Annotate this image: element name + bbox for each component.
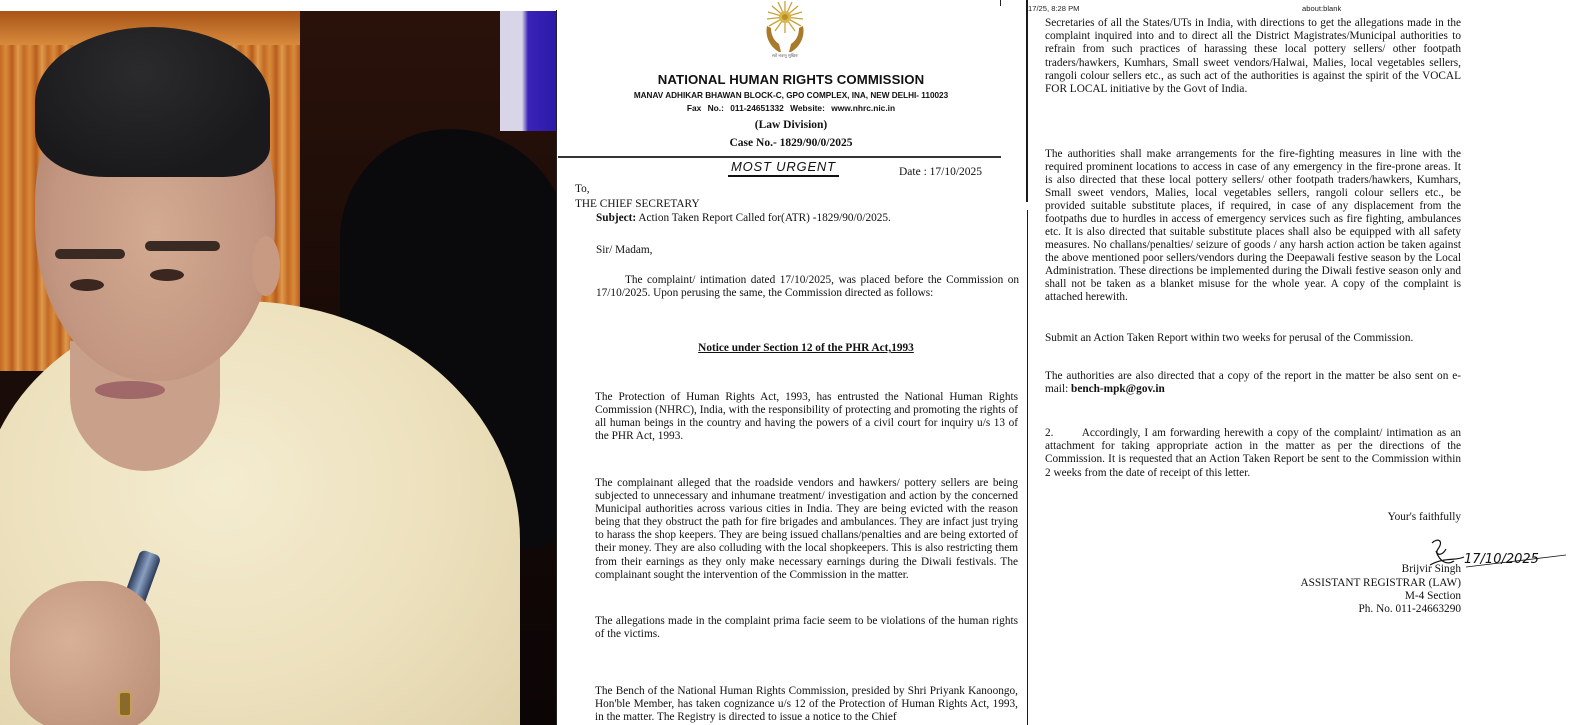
signatory-phone: Ph. No. 011-24663290 bbox=[1358, 603, 1461, 615]
notice-heading: Notice under Section 12 of the PHR Act,1993 bbox=[698, 342, 914, 354]
paragraph-phr-act: The Protection of Human Rights Act, 1993, has entrusted the National Human Rights Commission (NHRC), India, with the responsibility of protecting and promoting the rights of all human beings in the country and having the powers of a civil court for inquiry u/s 13 of the PHR Act, 1993. bbox=[595, 391, 1018, 443]
paragraph-secretaries: Secretaries of all the States/UTs in India, with directions to get the allegations made in the complaint inquired into and to direct all the District Magistrates/Municipal authorities to refrain from such practices of harassing these local pottery sellers/ other footpath traders/hawkers, Kumhars, Small sweet vendors/Halwai, Malies, local vegetables sellers, rangoli colour sellers etc., as such act of the authorities is against the spirit of the VOCAL FOR LOCAL initiative by the Govt of India. bbox=[1045, 17, 1461, 96]
case-number: Case No.- 1829/90/0/2025 bbox=[729, 137, 853, 149]
org-contact: Fax No.: 011-24651332 Website: www.nhrc.nic.in bbox=[686, 103, 896, 113]
paragraph-bench: The Bench of the National Human Rights Commission, presided by Shri Priyank Kanoongo, Hon'ble Member, has taken cognizance u/s 12 of the Protection of Human Rights Act, 1993, in the matter. The Registry is directed to issue a notice to the Chief bbox=[595, 685, 1018, 724]
signatory-section: M-4 Section bbox=[1404, 590, 1461, 602]
subject-label: Subject: bbox=[596, 212, 637, 224]
left-eye bbox=[70, 279, 104, 291]
subject-text: Action Taken Report Called for(ATR) -1829/90/0/2025. bbox=[636, 212, 891, 224]
right-eyebrow bbox=[145, 241, 220, 251]
letter-page-2 bbox=[1026, 0, 1593, 725]
header-divider bbox=[558, 156, 1001, 158]
svg-text:सर्वे भवन्तु सुखिनः: सर्वे भवन्तु सुखिनः bbox=[771, 53, 799, 58]
paragraph-submit-atr: Submit an Action Taken Report within two weeks for perusal of the Commission. bbox=[1045, 332, 1414, 344]
left-eyebrow bbox=[55, 249, 125, 259]
hand bbox=[10, 581, 160, 725]
closing: Your's faithfully bbox=[1387, 511, 1461, 523]
purple-board-top bbox=[500, 11, 556, 131]
paragraph-prima-facie: The allegations made in the complaint prima facie seem to be violations of the human rights of the victims. bbox=[595, 615, 1018, 641]
paragraph-allegation: The complainant alleged that the roadside vendors and hawkers/ pottery sellers are being subjected to unnecessary and inhumane treatment/ investigation and action by the concerned Municipal authorities across various cities in India. They are being evicted with the reason being that they obstruct the path for fire brigades and ambulances. They are infact just trying to harass the shop keepers. They are being issued challans/penalties and are being extorted of their money. They are also colluding with the local shopkeepers. This is also restricting them from their earnings as they only make necessary earnings during the Diwali festivals. The complainant sought the intervention of the Commission in the matter. bbox=[595, 477, 1018, 581]
mouth bbox=[95, 381, 165, 399]
page-border bbox=[556, 10, 557, 725]
print-page-title: about:blank bbox=[1302, 4, 1342, 13]
ear bbox=[252, 236, 280, 296]
print-datetime: 17/25, 8:28 PM bbox=[1028, 4, 1080, 13]
svg-text:17/10/2025: 17/10/2025 bbox=[1464, 552, 1539, 567]
paragraph-forwarding: 2. Accordingly, I am forwarding herewith a copy of the complaint/ intimation as an attachment for taking appropriate action in the matter as per the directions of the Commission. It is requested that an Action Taken Report be sent to the Commission within 2 weeks from the date of receipt of this letter. bbox=[1045, 427, 1461, 479]
portrait-photo bbox=[0, 11, 556, 725]
letter-page-1 bbox=[556, 0, 1026, 725]
right-eye bbox=[150, 269, 184, 281]
division: (Law Division) bbox=[754, 119, 828, 131]
page-edge-mark bbox=[1000, 0, 1001, 6]
subject-line bbox=[596, 212, 891, 225]
signatory-designation: ASSISTANT REGISTRAR (LAW) bbox=[1300, 577, 1461, 589]
org-address: MANAV ADHIKAR BHAWAN BLOCK-C, GPO COMPLEX, INA, NEW DELHI- 110023 bbox=[633, 91, 949, 100]
ring bbox=[118, 691, 132, 717]
salutation: Sir/ Madam, bbox=[596, 244, 653, 256]
hair bbox=[35, 27, 270, 177]
org-name: NATIONAL HUMAN RIGHTS COMMISSION bbox=[657, 72, 925, 87]
signatory-name: Brijvir Singh bbox=[1401, 563, 1461, 575]
to-line: To, bbox=[575, 183, 590, 195]
intro-paragraph: The complaint/ intimation dated 17/10/2025, was placed before the Commission on 17/10/2025. Upon perusing the same, the Commission directed as follows: bbox=[596, 274, 1019, 300]
paragraph-email bbox=[1045, 370, 1461, 396]
nhrc-emblem-icon bbox=[759, 0, 811, 66]
email-link[interactable]: bench-mpk@gov.in bbox=[1071, 383, 1165, 396]
letter-date: Date : 17/10/2025 bbox=[899, 166, 983, 178]
page-border-top bbox=[1026, 0, 1028, 202]
page-border-bottom bbox=[1027, 210, 1028, 725]
most-urgent-stamp: MOST URGENT bbox=[728, 160, 839, 177]
paragraph-fire-fighting: The authorities shall make arrangements for the fire-fighting measures in line with the required prominent locations to access in case of any emergency in the fire-prone areas. It is also directed that these local pottery sellers/ other footpath traders/hawkers, Kumhars, Small sweet vendors, Malies, local vegetables sellers, rangoli colour sellers etc., be provided suitable substitute places, if required, in case of any displacement from the footpaths due to hurdles in access of emergency services such as fire fighting, ambulances etc. It is also directed that suitable substitute places shall also be equipped with all safety measures. No challans/penalties/ seizure of goods / any harsh action action be taken against the above mentioned poor sellers/vendors during the Deepawali festive season by the Local Administration. These directions be implemented during the Diwali festive season only and shall not be taken as a blanket misuse for the whole year. A copy of the complaint is attached herewith. bbox=[1045, 148, 1461, 303]
addressee: THE CHIEF SECRETARY bbox=[575, 198, 700, 210]
email-text: The authorities are also directed that a copy of the report in the matter be also sent on e-mail: bbox=[1045, 370, 1461, 396]
